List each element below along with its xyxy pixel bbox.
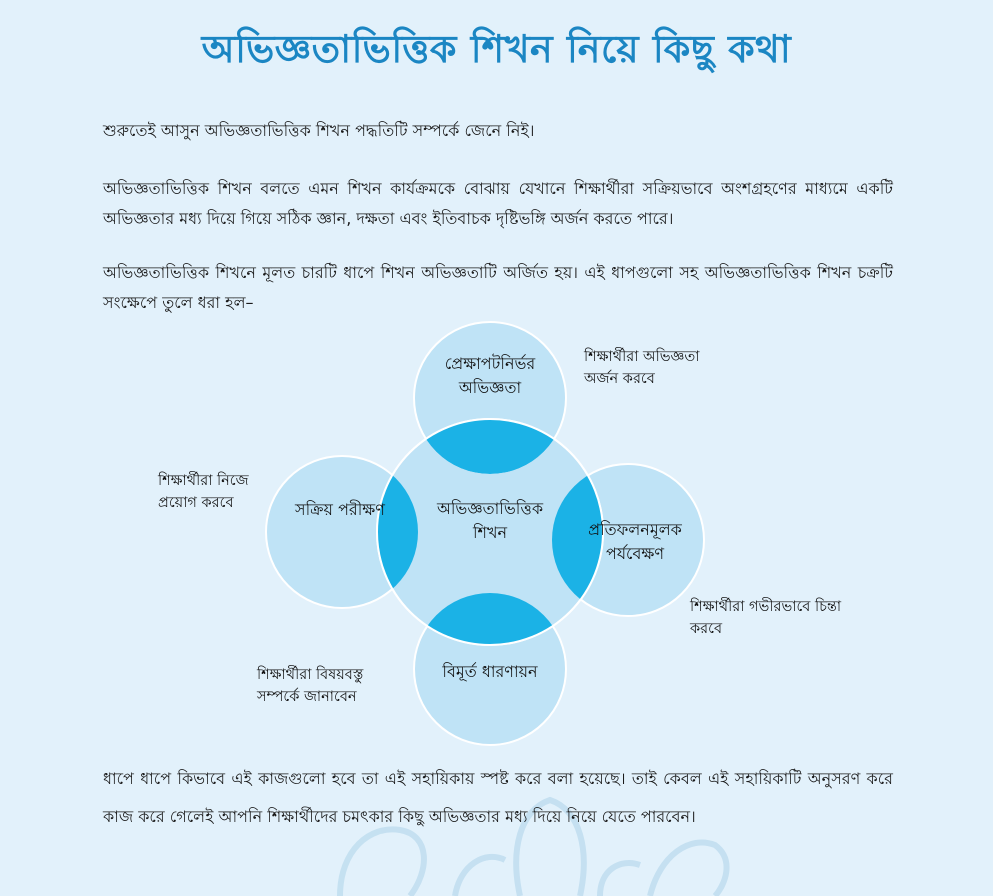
top-note: শিক্ষার্থীরা অভিজ্ঞতা অর্জন করবে: [584, 349, 700, 387]
stages-paragraph: অভিজ্ঞতাভিত্তিক শিখনে মূলত চারটি ধাপে শিখন অভিজ্ঞতাটি অর্জিত হয়। এই ধাপগুলো সহ অভিজ্ঞতাভিত্তিক শিখন চক্রটি সংক্ষেপে তুলে ধরা হল–: [103, 263, 893, 312]
bottom-note: শিক্ষার্থীরা বিষয়বস্তু সম্পর্কে জানাবেন: [257, 667, 364, 705]
left-circle-label: সক্রিয় পরীক্ষণ: [295, 500, 385, 519]
top-circle-label: প্রেক্ষাপটনির্ভর অভিজ্ঞতা: [444, 354, 536, 397]
closing-paragraph: ধাপে ধাপে কিভাবে এই কাজগুলো হবে তা এই সহায়িকায় স্পষ্ট করে বলা হয়েছে। তাই কেবল এই সহায়িকাটি অনুসরণ করে কাজ করে গেলেই আপনি শিক্ষার্থীদের চমৎকার কিছু অভিজ্ঞতার মধ্য দিয়ে নিয়ে যেতে পারবেন।: [103, 769, 893, 826]
left-note: শিক্ষার্থীরা নিজে প্রয়োগ করবে: [158, 473, 249, 511]
right-circle-label: প্রতিফলনমূলক পর্যবেক্ষণ: [588, 520, 682, 563]
definition-paragraph: অভিজ্ঞতাভিত্তিক শিখন বলতে এমন শিখন কার্যক্রমকে বোঝায় যেখানে শিক্ষার্থীরা সক্রিয়ভাবে অংশগ্রহণের মাধ্যমে একটি অভিজ্ঞতার মধ্য দিয়ে গিয়ে সঠিক জ্ঞান, দক্ষতা এবং ইতিবাচক দৃষ্টিভঙ্গি অর্জন করতে পারে।: [103, 179, 893, 228]
intro-paragraph: শুরুতেই আসুন অভিজ্ঞতাভিত্তিক শিখন পদ্ধতিটি সম্পর্কে জেনে নিই।: [103, 121, 535, 140]
page-title: অভিজ্ঞতাভিত্তিক শিখন নিয়ে কিছু কথা: [201, 27, 792, 71]
center-label: অভিজ্ঞতাভিত্তিক শিখন: [436, 499, 544, 542]
bottom-circle-label: বিমূর্ত ধারণায়ন: [442, 662, 538, 681]
right-note: শিক্ষার্থীরা গভীরভাবে চিন্তা করবে: [690, 599, 842, 637]
